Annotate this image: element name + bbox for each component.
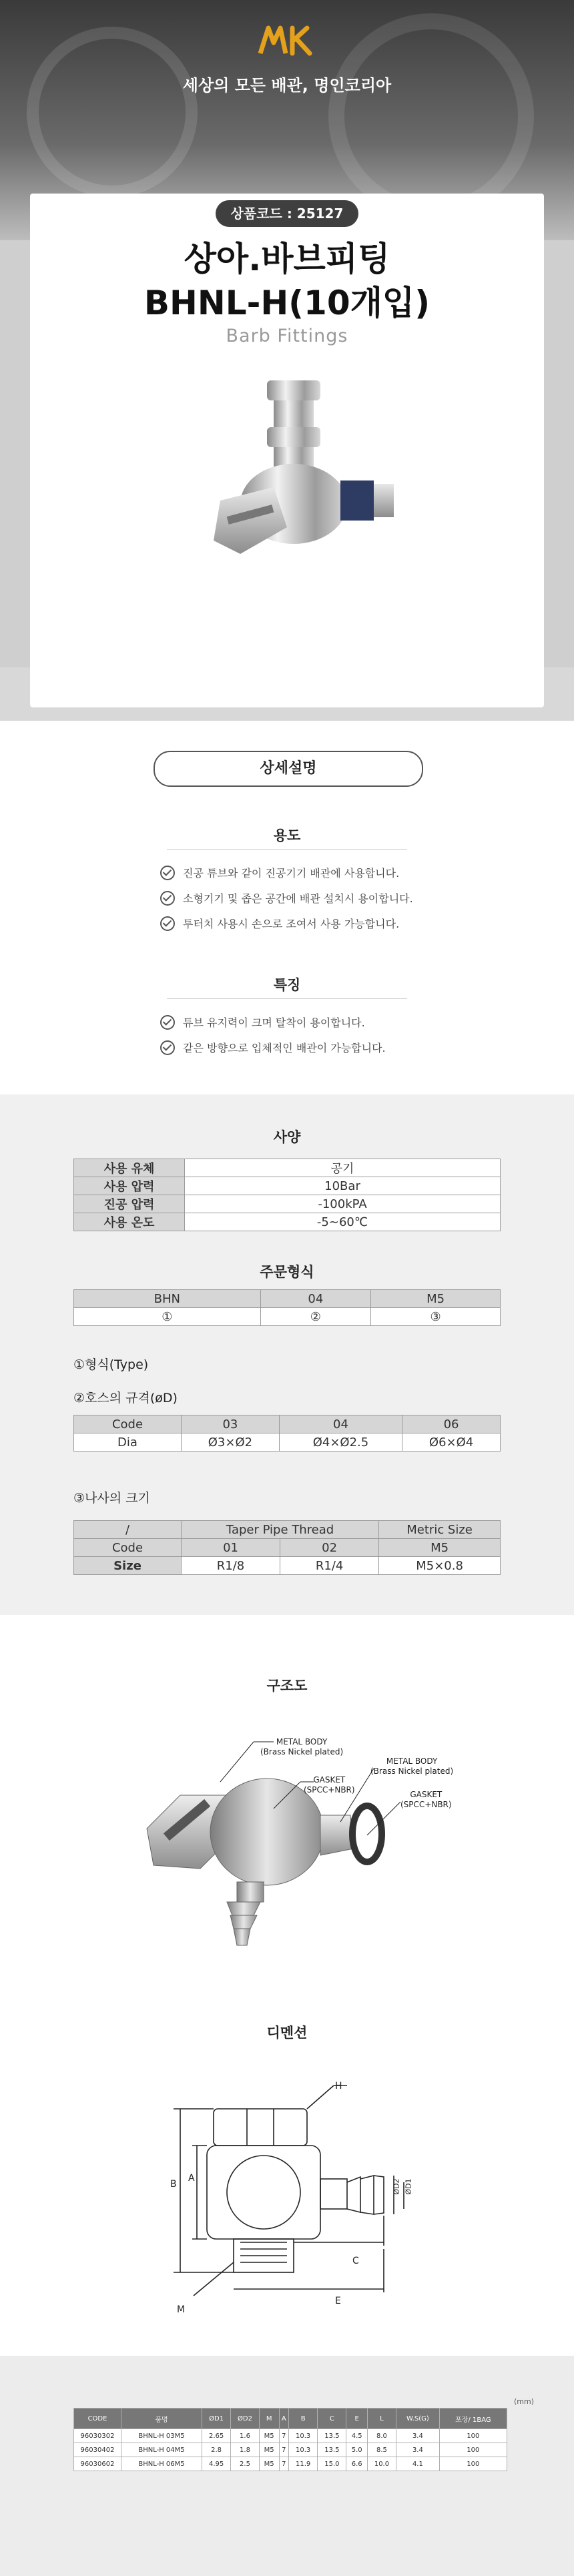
- model-cell: 4.1: [396, 2457, 440, 2471]
- model-cell: 96030402: [74, 2443, 121, 2457]
- brand-slogan: 세상의 모든 배관, 명인코리아: [182, 76, 392, 95]
- usage-divider: [167, 849, 407, 850]
- model-cell: 1.6: [231, 2429, 260, 2443]
- hose-table: [73, 1415, 501, 1452]
- model-cell: 10.3: [289, 2443, 318, 2457]
- check-circle-icon: [160, 866, 175, 880]
- thread-code-row: [74, 1539, 501, 1557]
- callout-gasket: GASKET (SPCC+NBR): [400, 1790, 452, 1809]
- model-cell: 6.6: [346, 2457, 367, 2471]
- model-cell: 2.8: [202, 2443, 231, 2457]
- thread-header-cell: Metric Size: [379, 1521, 501, 1539]
- dim-label-m: M: [177, 2304, 186, 2315]
- thread-cell: M5×0.8: [379, 1557, 501, 1575]
- dim-label-h: H: [335, 2081, 342, 2091]
- dim-label-d1: ØD1: [404, 2178, 413, 2195]
- thread-cell: Size: [74, 1557, 182, 1575]
- hose-header-cell: 06: [402, 1415, 501, 1433]
- model-cell: BHNL-H 06M5: [121, 2457, 202, 2471]
- model-cell: 10.3: [289, 2429, 318, 2443]
- hose-header-cell: 04: [279, 1415, 402, 1433]
- model-cell: M5: [259, 2457, 279, 2471]
- spec-label: 사용 유체: [74, 1159, 185, 1177]
- order-header-cell: M5: [371, 1290, 501, 1308]
- model-cell: 11.9: [289, 2457, 318, 2471]
- feature-item-text: 튜브 유지력이 크며 탈착이 용이합니다.: [183, 1016, 365, 1029]
- model-cell: 15.0: [318, 2457, 346, 2471]
- check-circle-icon: [160, 891, 175, 906]
- usage-item-text: 진공 튜브와 같이 진공기기 배관에 사용합니다.: [183, 867, 400, 880]
- model-header-cell: L: [367, 2408, 396, 2429]
- product-code-badge: 상품코드 : 25127: [216, 200, 358, 227]
- model-cell: 4.95: [202, 2457, 231, 2471]
- product-title-line2: BHNL-H(10개입): [144, 284, 431, 322]
- hose-row: [74, 1433, 501, 1452]
- model-cell: 7: [279, 2429, 289, 2443]
- dim-label-e: E: [335, 2296, 341, 2306]
- product-photo: [174, 367, 414, 587]
- model-cell: 8.5: [367, 2443, 396, 2457]
- usage-item-text: 투터치 사용시 손으로 조여서 사용 가능합니다.: [183, 918, 400, 930]
- dimension-heading: 디멘션: [266, 2025, 308, 2041]
- spec-label: 사용 온도: [74, 1213, 185, 1231]
- spec-row: [74, 1195, 501, 1213]
- model-cell: M5: [259, 2443, 279, 2457]
- dim-label-c: C: [352, 2256, 359, 2266]
- product-subtitle: Barb Fittings: [226, 326, 348, 346]
- model-cell: M5: [259, 2429, 279, 2443]
- model-cell: 96030302: [74, 2429, 121, 2443]
- model-header-cell: A: [279, 2408, 289, 2429]
- usage-item: [160, 890, 413, 906]
- model-header-cell: B: [289, 2408, 318, 2429]
- brand-logo-icon: [254, 20, 320, 60]
- model-row: [74, 2429, 507, 2443]
- spec-row: [74, 1177, 501, 1195]
- model-row: [74, 2457, 507, 2471]
- model-header-cell: C: [318, 2408, 346, 2429]
- model-row: [74, 2443, 507, 2457]
- thread-size-row: [74, 1557, 501, 1575]
- thread-header-row: [74, 1521, 501, 1539]
- tab-detail[interactable]: 상세설명: [154, 751, 423, 787]
- hose-header-cell: Code: [74, 1415, 182, 1433]
- hose-cell: Dia: [74, 1433, 182, 1452]
- model-cell: 10.0: [367, 2457, 396, 2471]
- model-header-cell: CODE: [74, 2408, 121, 2429]
- model-cell: 13.5: [318, 2443, 346, 2457]
- thread-cell: 01: [182, 1539, 280, 1557]
- model-cell: 100: [439, 2443, 507, 2457]
- spec-row: [74, 1213, 501, 1231]
- model-cell: 2.5: [231, 2457, 260, 2471]
- hose-header-row: [74, 1415, 501, 1433]
- feature-item: [160, 1040, 386, 1055]
- model-cell: 5.0: [346, 2443, 367, 2457]
- model-header-cell: 품명: [121, 2408, 202, 2429]
- model-cell: 96030602: [74, 2457, 121, 2471]
- hose-label: ②호스의 규격(øD): [73, 1391, 178, 1405]
- model-cell: 7: [279, 2443, 289, 2457]
- model-header-cell: ØD1: [202, 2408, 231, 2429]
- model-header-cell: M: [259, 2408, 279, 2429]
- usage-item-text: 소형기기 및 좁은 공간에 배관 설치시 용이합니다.: [183, 892, 413, 905]
- model-cell: 100: [439, 2457, 507, 2471]
- thread-label: ③나사의 크기: [73, 1491, 150, 1506]
- model-cell: 1.8: [231, 2443, 260, 2457]
- dimension-drawing: [154, 2082, 447, 2322]
- spec-value: -100kPA: [185, 1195, 501, 1213]
- type-label: ①형식(Type): [73, 1357, 149, 1372]
- feature-item-text: 같은 방향으로 입체적인 배관이 가능합니다.: [183, 1042, 386, 1054]
- usage-item: [160, 916, 399, 931]
- thread-cell: R1/4: [280, 1557, 379, 1575]
- model-cell: BHNL-H 04M5: [121, 2443, 202, 2457]
- thread-table: [73, 1520, 501, 1575]
- feature-item: [160, 1014, 365, 1030]
- dim-label-a: A: [188, 2173, 195, 2184]
- check-circle-icon: [160, 916, 175, 931]
- hose-header-cell: 03: [182, 1415, 280, 1433]
- thread-header-cell: Taper Pipe Thread: [182, 1521, 379, 1539]
- hose-cell: Ø6×Ø4: [402, 1433, 501, 1452]
- model-cell: 100: [439, 2429, 507, 2443]
- thread-cell: R1/8: [182, 1557, 280, 1575]
- thread-cell: 02: [280, 1539, 379, 1557]
- usage-heading: 용도: [273, 828, 301, 844]
- product-title-line1: 상아.바브피팅: [184, 240, 390, 278]
- model-cell: 7: [279, 2457, 289, 2471]
- model-header-cell: ØD2: [231, 2408, 260, 2429]
- thread-cell: Code: [74, 1539, 182, 1557]
- model-cell: 3.4: [396, 2429, 440, 2443]
- structure-heading: 구조도: [266, 1678, 308, 1694]
- spec-table: [73, 1159, 501, 1231]
- callout-metal-body: METAL BODY (Brass Nickel plated): [260, 1737, 344, 1756]
- model-cell: 4.5: [346, 2429, 367, 2443]
- spec-label: 사용 압력: [74, 1177, 185, 1195]
- spec-label: 진공 압력: [74, 1195, 185, 1213]
- model-table: [73, 2408, 507, 2471]
- order-header-cell: 04: [260, 1290, 371, 1308]
- hose-cell: Ø3×Ø2: [182, 1433, 280, 1452]
- callout-metal-body: METAL BODY (Brass Nickel plated): [370, 1756, 454, 1776]
- model-cell: 3.4: [396, 2443, 440, 2457]
- order-heading: 주문형식: [260, 1264, 314, 1280]
- model-header-cell: 포장/ 1BAG: [439, 2408, 507, 2429]
- order-header-cell: BHN: [74, 1290, 261, 1308]
- model-cell: 2.65: [202, 2429, 231, 2443]
- thread-header-cell: /: [74, 1521, 182, 1539]
- model-cell: 8.0: [367, 2429, 396, 2443]
- order-mark-cell: ③: [371, 1308, 501, 1326]
- spec-value: 10Bar: [185, 1177, 501, 1195]
- thread-cell: M5: [379, 1539, 501, 1557]
- check-circle-icon: [160, 1040, 175, 1055]
- feature-divider: [167, 998, 407, 999]
- order-mark-row: [74, 1308, 501, 1326]
- order-table: [73, 1289, 501, 1326]
- spec-row: [74, 1159, 501, 1177]
- dim-label-d2: ØD2: [392, 2178, 401, 2195]
- check-circle-icon: [160, 1015, 175, 1030]
- usage-item: [160, 865, 399, 880]
- spec-heading: 사양: [273, 1129, 301, 1145]
- model-header-cell: E: [346, 2408, 367, 2429]
- spec-value: -5~60℃: [185, 1213, 501, 1231]
- feature-heading: 특징: [273, 977, 301, 993]
- order-mark-cell: ②: [260, 1308, 371, 1326]
- order-header-row: [74, 1290, 501, 1308]
- unit-label: (mm): [514, 2397, 535, 2406]
- model-cell: BHNL-H 03M5: [121, 2429, 202, 2443]
- model-header-row: [74, 2408, 507, 2429]
- dim-label-b: B: [170, 2179, 177, 2190]
- model-header-cell: W.S(G): [396, 2408, 440, 2429]
- spec-value: 공기: [185, 1159, 501, 1177]
- callout-gasket: GASKET (SPCC+NBR): [304, 1775, 355, 1795]
- order-mark-cell: ①: [74, 1308, 261, 1326]
- model-cell: 13.5: [318, 2429, 346, 2443]
- hose-cell: Ø4×Ø2.5: [279, 1433, 402, 1452]
